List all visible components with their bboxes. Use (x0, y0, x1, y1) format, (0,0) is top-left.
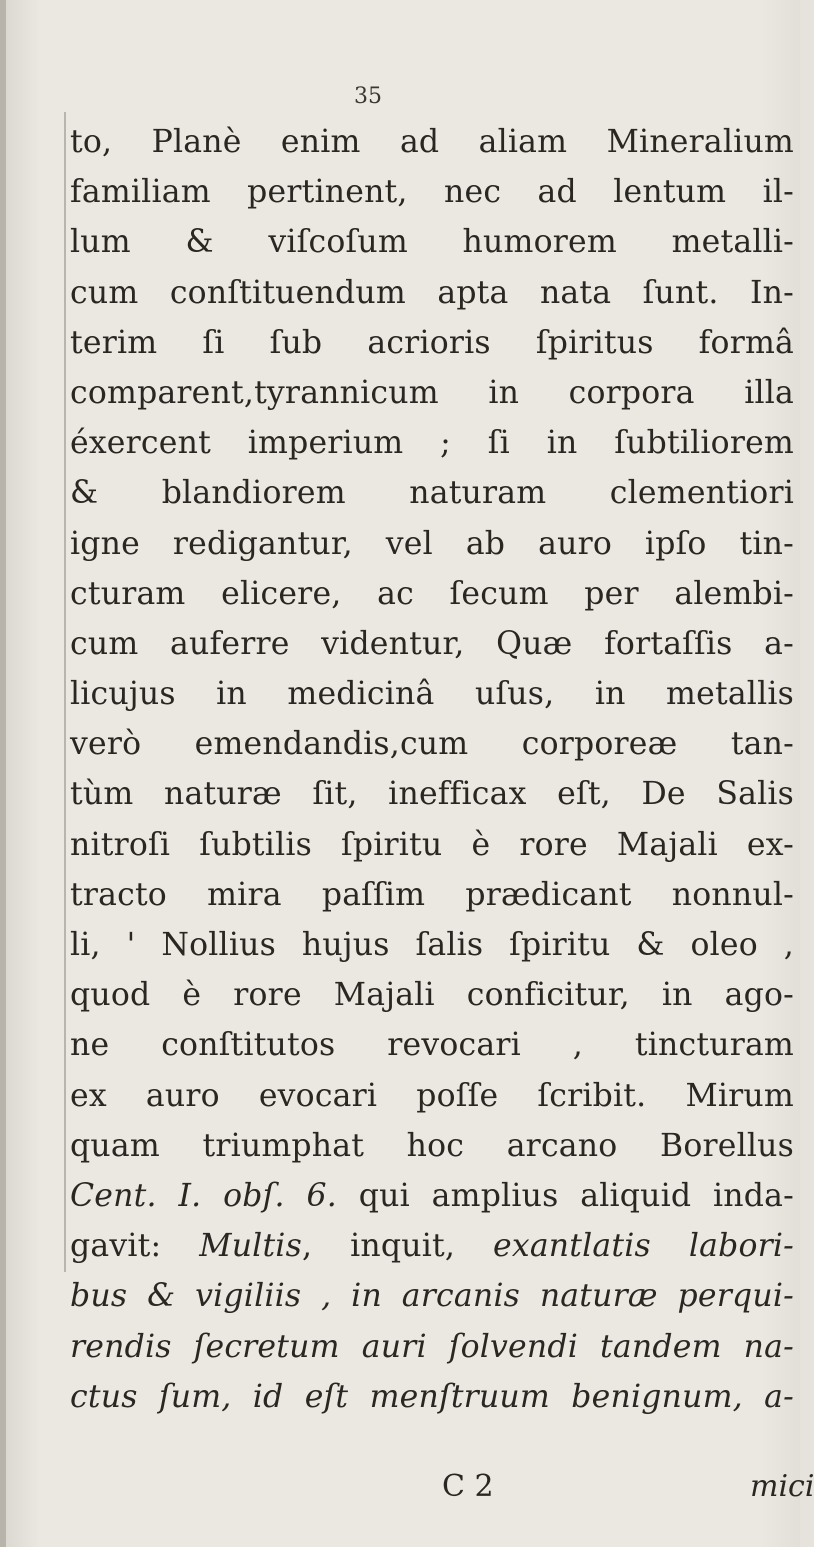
italic-text-segment: bus & vigiliis , in arcanis naturæ perqui- (70, 1278, 794, 1315)
text-line (70, 970, 794, 1020)
text-segment: qui amplius aliquid inda- (336, 1177, 794, 1214)
text-line (70, 268, 794, 318)
text-line (70, 1322, 794, 1372)
text-segment: quam triumphat hoc arcano Borellus (70, 1127, 794, 1164)
text-segment: cturam elicere, ac ſecum per alembi- (70, 575, 794, 612)
page-footer (70, 1462, 814, 1512)
text-segment: igne redigantur, vel ab auro ipſo tin- (70, 525, 794, 562)
text-line (70, 870, 794, 920)
text-segment: licujus in medicinâ uſus, in metallis (70, 676, 794, 713)
italic-text-segment: Multis (199, 1228, 302, 1265)
text-line (70, 1121, 794, 1171)
text-line (70, 468, 794, 518)
text-segment: tracto mira paſſim prædicant nonnul- (70, 876, 794, 913)
text-line (70, 619, 794, 669)
text-line (70, 820, 794, 870)
text-segment: cum auferre videntur, Quæ fortaſſis a- (70, 625, 794, 662)
text-segment: verò emendandis,cum corporeæ tan- (70, 726, 794, 763)
body-text (70, 117, 794, 1422)
text-line (70, 368, 794, 418)
text-line (70, 217, 794, 267)
text-line (70, 1221, 794, 1271)
text-segment: lum & viſcoſum humorem metalli- (70, 224, 794, 261)
text-line (70, 1171, 794, 1221)
page-signature-top: 35 (354, 84, 382, 109)
text-segment: , inquit, (301, 1228, 494, 1265)
text-segment: ne conſtitutos revocari , tincturam (70, 1027, 794, 1064)
text-line (70, 117, 794, 167)
text-segment: éxercent imperium ; ſi in ſubtiliorem (70, 425, 794, 462)
text-line (70, 1071, 794, 1121)
text-segment: gavit: (70, 1228, 200, 1265)
page-gutter-edge (0, 0, 6, 1547)
text-line (70, 318, 794, 368)
text-line (70, 719, 794, 769)
text-line (70, 1372, 794, 1422)
text-segment: li, ' Nollius hujus ſalis ſpiritu & oleo , (70, 927, 794, 963)
text-line (70, 167, 794, 217)
page-signature: C 2 (442, 1469, 494, 1504)
text-segment: familiam pertinent, nec ad lentum il- (70, 174, 794, 211)
text-segment: ex auro evocari poſſe ſcribit. Mirum (70, 1077, 794, 1114)
text-line (70, 769, 794, 819)
text-segment: quod è rore Majali conficitur, in ago- (70, 977, 794, 1014)
text-line (70, 519, 794, 569)
italic-text-segment: Cent. I. obſ. 6. (70, 1177, 337, 1214)
text-segment: comparent,tyrannicum in corpora illa (70, 374, 794, 411)
italic-text-segment: rendis ſecretum auri ſolvendi tandem na- (70, 1328, 794, 1365)
text-segment: tùm naturæ ſit, inefficax eſt, De Salis (70, 776, 794, 813)
text-segment: nitroſi ſubtilis ſpiritu è rore Majali ex- (70, 826, 794, 863)
text-segment: & blandiorem naturam clementiori (70, 475, 794, 512)
text-line (70, 1271, 794, 1321)
text-line (70, 1020, 794, 1070)
left-margin-rule (64, 112, 66, 1272)
text-line (70, 418, 794, 468)
catchword: mici (750, 1469, 814, 1504)
text-line (70, 669, 794, 719)
text-line (70, 569, 794, 619)
text-line (70, 920, 794, 970)
italic-text-segment: ctus ſum, id eſt menſtruum benignum, a- (70, 1378, 794, 1415)
text-segment: to, Planè enim ad aliam Mineralium (70, 124, 794, 160)
text-segment: terim ſi ſub acrioris ſpiritus formâ (70, 324, 794, 361)
text-segment: cum conſtituendum apta nata ſunt. In- (70, 274, 794, 311)
italic-text-segment: exantlatis labori- (493, 1228, 794, 1265)
